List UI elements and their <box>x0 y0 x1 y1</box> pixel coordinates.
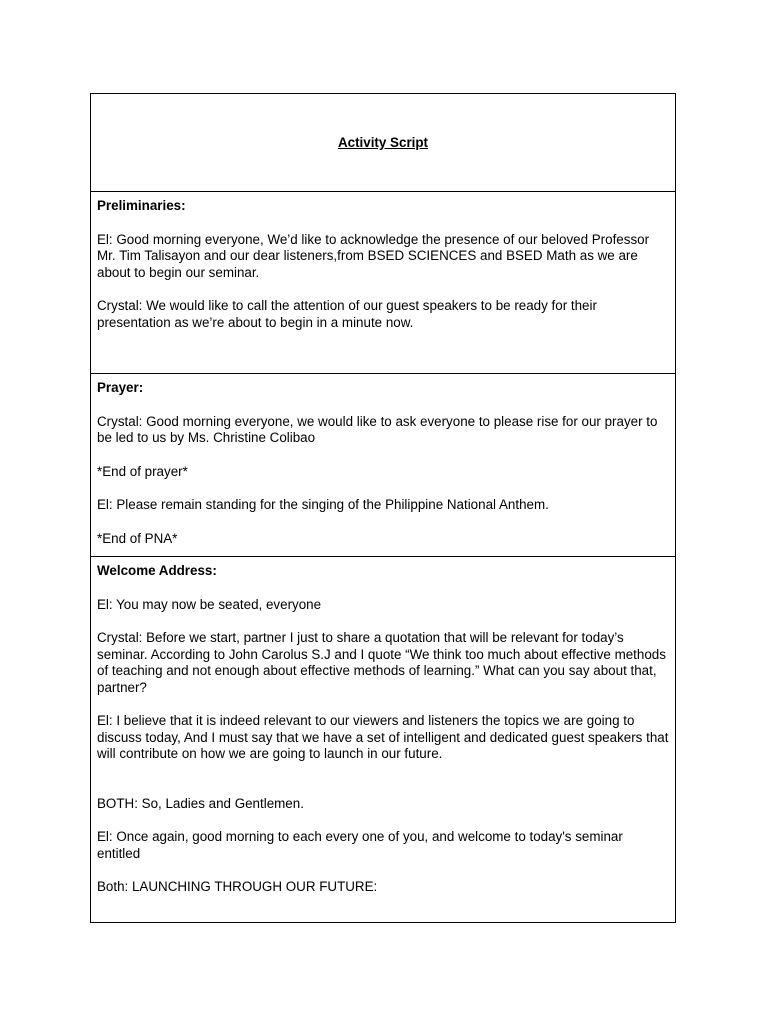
welcome-paragraph-6: Both: LAUNCHING THROUGH OUR FUTURE: <box>97 879 378 894</box>
welcome-paragraph-5: El: Once again, good morning to each every one of you, and welcome to today's seminar entitled <box>97 829 623 861</box>
preliminaries-paragraph-1: El: Good morning everyone, We’d like to acknowledge the presence of our beloved Professor Mr. Tim Talisayon and our dear listeners,from BSED SCIENCES and BSED Math as we are about to begin our seminar. <box>97 231 650 280</box>
welcome-heading: Welcome Address: <box>97 563 217 578</box>
prayer-paragraph-3: El: Please remain standing for the singing of the Philippine National Anthem. <box>97 497 549 512</box>
preliminaries-heading: Preliminaries: <box>97 198 186 213</box>
welcome-paragraph-3: El: I believe that it is indeed relevant to our viewers and listeners the topics we are going to discuss today, And I must say that we have a set of intelligent and dedicated guest speakers that will contribute on how we are going to launch in our future. <box>97 713 669 761</box>
prayer-paragraph-4: *End of PNA* <box>97 530 178 546</box>
prayer-section <box>91 373 675 556</box>
prayer-paragraph-1: Crystal: Good morning everyone, we would like to ask everyone to please rise for our prayer to be led to us by Ms. Christine Colibao <box>97 413 658 445</box>
welcome-section <box>91 556 675 922</box>
welcome-paragraph-4: BOTH: So, Ladies and Gentlemen. <box>97 795 304 811</box>
script-table <box>90 93 676 923</box>
preliminaries-paragraph-2: Crystal: We would like to call the attention of our guest speakers to be ready for their presentation as we’re about to begin in a minute now. <box>97 298 597 330</box>
preliminaries-section <box>91 191 675 373</box>
title-cell <box>91 94 675 191</box>
welcome-paragraph-1: El: You may now be seated, everyone <box>97 596 322 612</box>
welcome-paragraph-2: Crystal: Before we start, partner I just to share a quotation that will be relevant for today’s seminar. According to John Carolus S.J and I quote “We think too much about effective methods of teaching and not enough about effective methods of learning.” What can you say about that, partner? <box>97 630 666 695</box>
prayer-paragraph-2: *End of prayer* <box>97 463 188 479</box>
document-title: Activity Script <box>337 135 429 150</box>
prayer-heading: Prayer: <box>97 380 144 395</box>
